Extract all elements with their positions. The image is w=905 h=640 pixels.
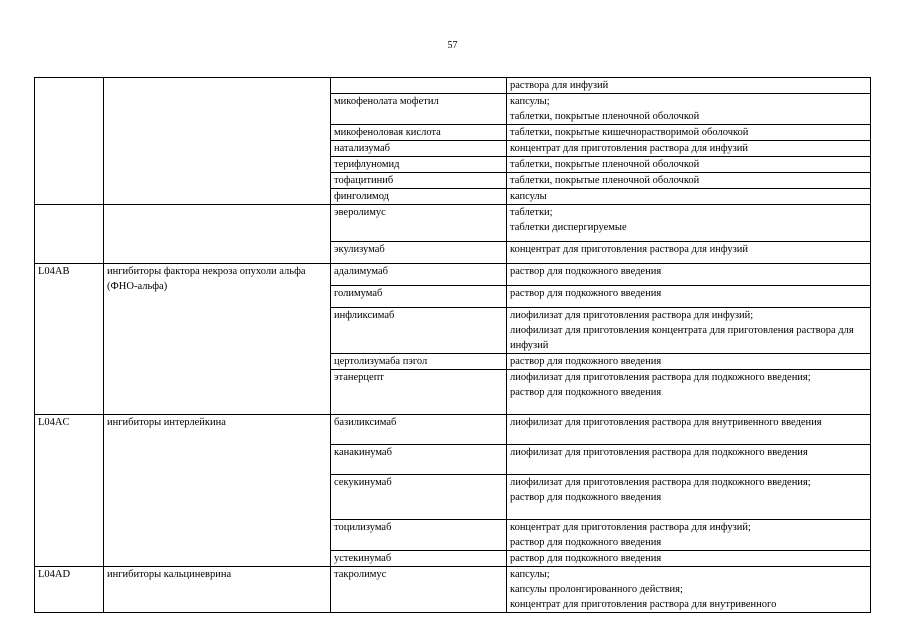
- drug-name-cell: микофенолата мофетил: [331, 94, 507, 125]
- drug-name-cell: этанерцепт: [331, 370, 507, 415]
- drug-group-cell: [104, 78, 331, 205]
- dosage-form-cell: капсулы; таблетки, покрытые пленочной оболочкой: [507, 94, 871, 125]
- dosage-form-cell: лиофилизат для приготовления раствора для подкожного введения; раствор для подкожного введения: [507, 475, 871, 520]
- drug-table: [34, 77, 871, 613]
- dosage-form-cell: раствор для подкожного введения: [507, 264, 871, 286]
- drug-name-cell: эверолимус: [331, 205, 507, 242]
- dosage-form-cell: раствор для подкожного введения: [507, 551, 871, 567]
- drug-name-cell: секукинумаб: [331, 475, 507, 520]
- drug-name-cell: цертолизумаба пэгол: [331, 354, 507, 370]
- drug-name-cell: тоцилизумаб: [331, 520, 507, 551]
- dosage-form-cell: капсулы; капсулы пролонгированного действия; концентрат для приготовления раствора для внутривенного: [507, 567, 871, 613]
- dosage-form-cell: лиофилизат для приготовления раствора для инфузий; лиофилизат для приготовления концентрата для приготовления раствора для инфузий: [507, 308, 871, 354]
- dosage-form-cell: раствор для подкожного введения: [507, 354, 871, 370]
- drug-name-cell: экулизумаб: [331, 242, 507, 264]
- drug-group-cell: [104, 205, 331, 264]
- atc-code-cell: [35, 78, 104, 205]
- drug-group-cell: ингибиторы фактора некроза опухоли альфа (ФНО-альфа): [104, 264, 331, 415]
- table-row: [35, 264, 871, 286]
- dosage-form-cell: лиофилизат для приготовления раствора для внутривенного введения: [507, 415, 871, 445]
- dosage-form-cell: капсулы: [507, 189, 871, 205]
- dosage-form-cell: лиофилизат для приготовления раствора для подкожного введения: [507, 445, 871, 475]
- table-row: [35, 415, 871, 445]
- drug-name-cell: голимумаб: [331, 286, 507, 308]
- atc-code-cell: L04AD: [35, 567, 104, 613]
- drug-name-cell: микофеноловая кислота: [331, 125, 507, 141]
- drug-name-cell: инфликсимаб: [331, 308, 507, 354]
- table-row: [35, 78, 871, 94]
- dosage-form-cell: концентрат для приготовления раствора для инфузий; раствор для подкожного введения: [507, 520, 871, 551]
- drug-name-cell: такролимус: [331, 567, 507, 613]
- drug-name-cell: тофацитиниб: [331, 173, 507, 189]
- dosage-form-cell: таблетки, покрытые кишечнорастворимой оболочкой: [507, 125, 871, 141]
- drug-name-cell: базиликсимаб: [331, 415, 507, 445]
- dosage-form-cell: лиофилизат для приготовления раствора для подкожного введения; раствор для подкожного введения: [507, 370, 871, 415]
- drug-group-cell: ингибиторы кальциневрина: [104, 567, 331, 613]
- drug-name-cell: натализумаб: [331, 141, 507, 157]
- dosage-form-cell: раствор для подкожного введения: [507, 286, 871, 308]
- drug-name-cell: устекинумаб: [331, 551, 507, 567]
- table-row: [35, 205, 871, 242]
- table-row: [35, 567, 871, 613]
- dosage-form-cell: таблетки, покрытые пленочной оболочкой: [507, 173, 871, 189]
- page-number: 57: [447, 40, 458, 51]
- dosage-form-cell: таблетки, покрытые пленочной оболочкой: [507, 157, 871, 173]
- atc-code-cell: L04AB: [35, 264, 104, 415]
- drug-name-cell: адалимумаб: [331, 264, 507, 286]
- atc-code-cell: L04AC: [35, 415, 104, 567]
- drug-name-cell: терифлуномид: [331, 157, 507, 173]
- drug-group-cell: ингибиторы интерлейкина: [104, 415, 331, 567]
- dosage-form-cell: раствора для инфузий: [507, 78, 871, 94]
- drug-name-cell: канакинумаб: [331, 445, 507, 475]
- atc-code-cell: [35, 205, 104, 264]
- drug-name-cell: финголимод: [331, 189, 507, 205]
- dosage-form-cell: концентрат для приготовления раствора для инфузий: [507, 242, 871, 264]
- dosage-form-cell: концентрат для приготовления раствора для инфузий: [507, 141, 871, 157]
- drug-name-cell: [331, 78, 507, 94]
- dosage-form-cell: таблетки; таблетки диспергируемые: [507, 205, 871, 242]
